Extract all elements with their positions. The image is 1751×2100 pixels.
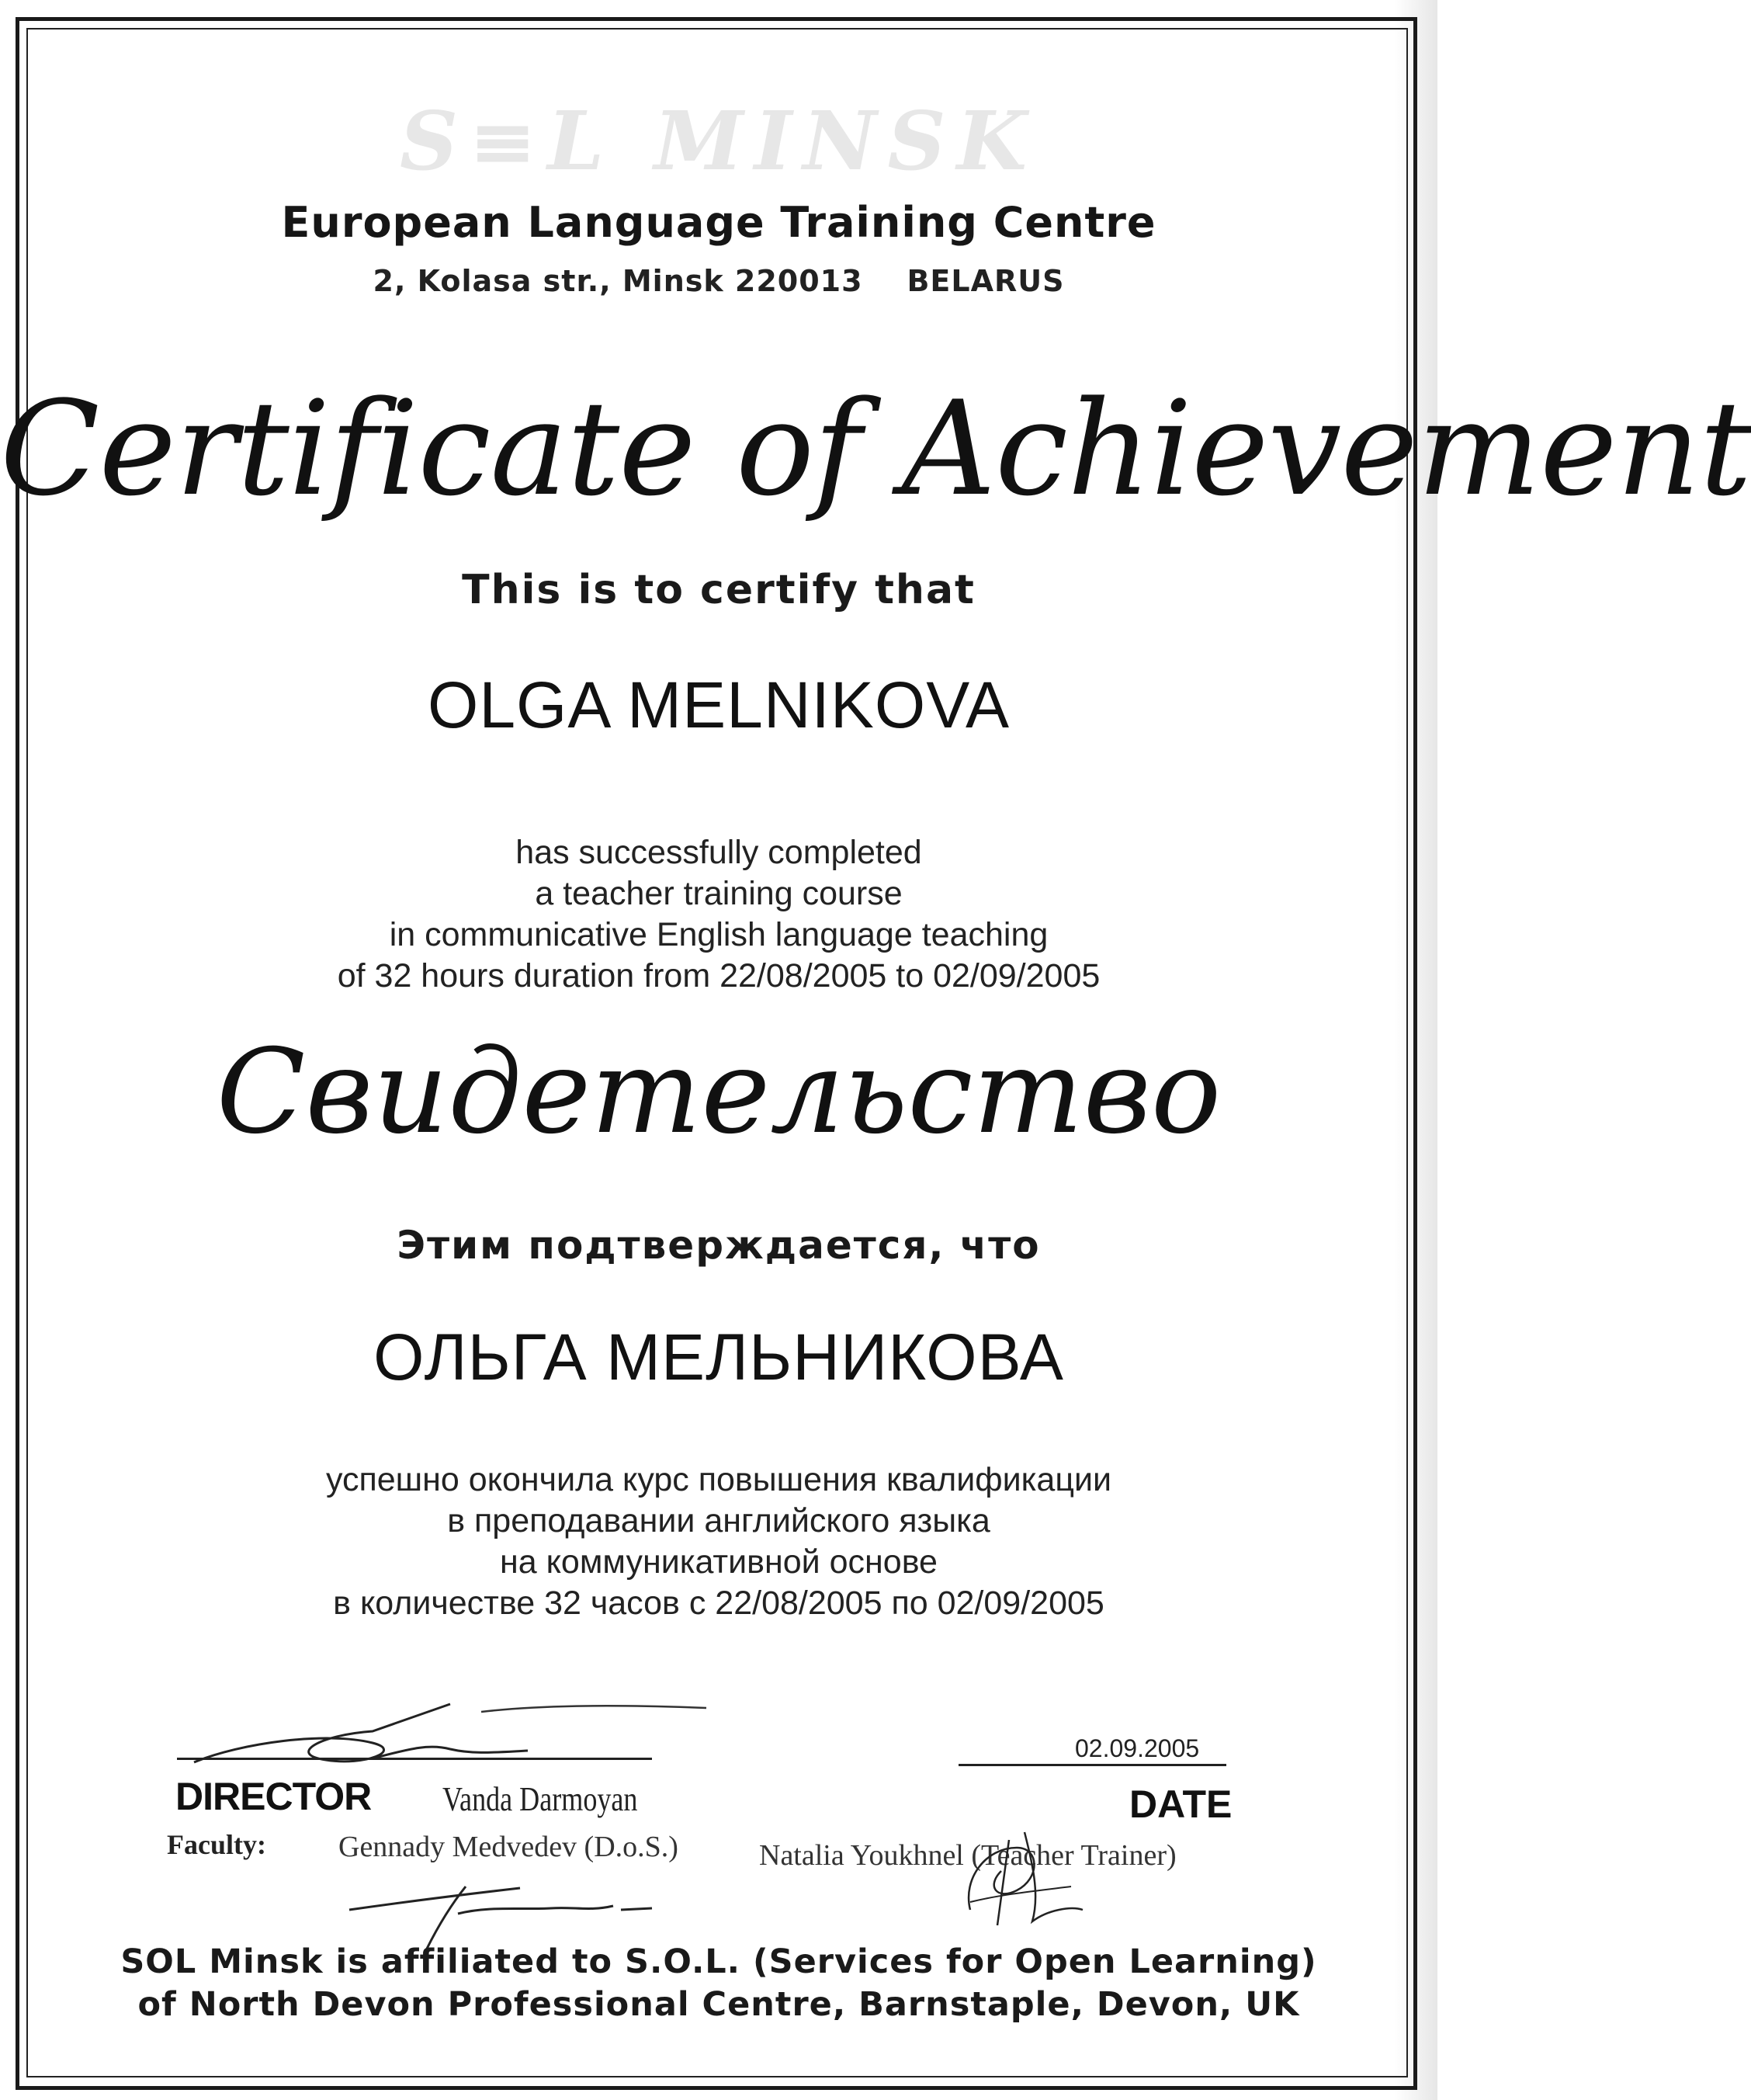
course-line-ru: в преподавании английского языка [447,1502,990,1539]
course-line-en: a teacher training course [535,875,903,912]
affiliation-line-2: of North Devon Professional Centre, Barnstaple, Devon, UK [137,1985,1300,2024]
organization-name: European Language Training Centre [281,198,1156,247]
certify-line-en: This is to certify that [462,567,976,613]
organization-address: 2, Kolasa str., Minsk 220013 BELARUS [373,264,1065,298]
issue-date: 02.09.2005 [1075,1734,1200,1762]
course-line-en: in communicative English language teaching [389,916,1049,953]
course-line-en: has successfully completed [515,834,922,871]
faculty-trainer-signature [955,1817,1087,1933]
faculty-member-trainer: Natalia Youkhnel (Teacher Trainer) [759,1839,1177,1872]
course-line-ru: в количестве 32 часов с 22/08/2005 по 02/09/2005 [333,1585,1104,1622]
faculty-member-dos: Gennady Medvedev (D.o.S.) [338,1831,678,1863]
date-label: DATE [1129,1782,1233,1826]
certificate-title-en: Certificate of Achievement [0,373,1751,525]
sol-minsk-logo-watermark: S≡L MINSK [400,93,1038,189]
course-description-ru [0,1460,1437,1624]
course-line-ru: на коммуникативной основе [500,1543,938,1581]
certificate-title-ru: Свидетельство [216,1025,1222,1160]
date-line [959,1764,1226,1766]
director-signature-line [177,1758,652,1760]
affiliation-line-1: SOL Minsk is affiliated to S.O.L. (Services for Open Learning) [120,1942,1317,1981]
faculty-label: Faculty: [167,1829,266,1860]
course-line-en: of 32 hours duration from 22/08/2005 to 02/09/2005 [337,957,1101,994]
course-line-ru: успешно окончила курс повышения квалификации [325,1461,1112,1498]
recipient-name-en: OLGA MELNIKOVA [427,668,1011,741]
director-label: DIRECTOR [175,1775,372,1818]
course-description-en [0,832,1437,997]
certify-line-ru: Этим подтверждается, что [397,1223,1041,1268]
recipient-name-ru: ОЛЬГА МЕЛЬНИКОВА [373,1321,1064,1394]
director-name: Vanda Darmoyan [442,1780,638,1818]
